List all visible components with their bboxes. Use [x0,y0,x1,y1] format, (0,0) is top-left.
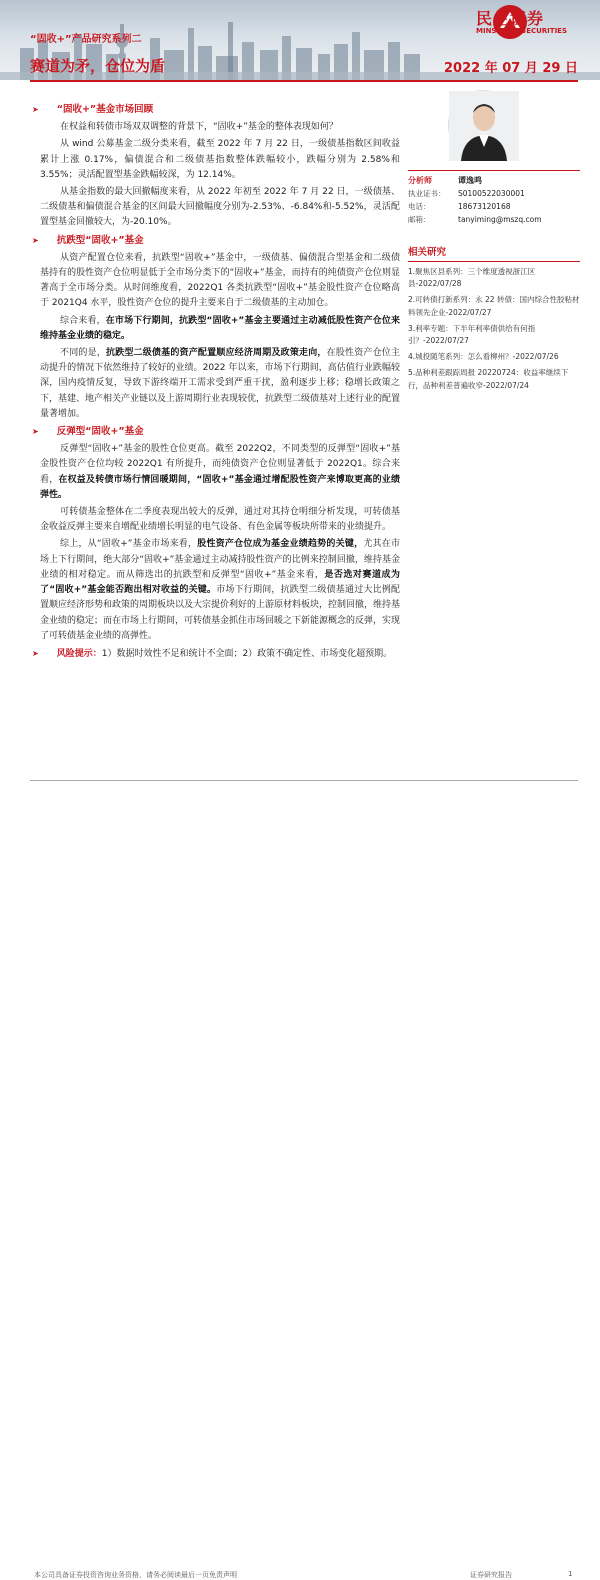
page-number: 1 [568,1570,573,1578]
arrow-icon: ➤ [32,235,39,245]
text-run: 可转债基金整体在二季度表现出较大的反弹，通过对其持仓明细分析发现，可转债基金收益反弹主要来自增配业绩增长明显的电气设备、有色金属等板块所带来的业绩提升。 [40,507,400,533]
bold-text-run: 股性资产仓位成为基金业绩趋势的关键， [197,539,364,550]
analyst-row-label: 电话： [408,202,431,211]
risk-text: 1）数据时效性不足和统计不全面；2）政策不确定性、市场变化超预期。 [101,648,393,659]
text-run: 从资产配置仓位来看，抗跌型“固收+”基金中，一级债基、偏债混合型基金和二级债基持有的股性资产仓位明显低于全市场分类下的“固收+”基金，而持有的纯债资产仓位则显著高于全市场分类。从时间维度看，2022Q1 各类抗跌型“固收+”基金股性资产仓位略高于 2021Q4 水平，股性资产仓位的提升主要来自于二级债基的主动加仓。 [40,252,400,309]
text-run: 从 wind 公募基金二级分类来看，截至 2022 年 7 月 22 日，一级债基指数区间收益累计上涨 0.17%，偏债混合和二级债基指数整体跌幅较小，跌幅分别为 2.58%和 3.55%；灵活配置型基金跌幅较深，为 12.14%。 [40,139,400,180]
sidebar [408,90,580,396]
related-item-link[interactable]: 1.聚焦区县系列：三个维度透视浙江区县-2022/07/28 [408,267,536,289]
text-run: 从基金指数的最大回撤幅度来看，从 2022 年初至 2022 年 7 月 22 日，一级债基、二级债基和偏债混合基金的区间最大回撤幅度分别为-2.53%、-6.84%和-5.52%，灵活配置型基金回撤较大，为-20.10%。 [40,187,400,228]
text-run: 反弹型“固收+”基金的股性仓位更高。截至 2022Q2，不同类型的反弹型“固收+”基金股性资产仓位均较 2022Q1 有所提升，而纯债资产仓位则显著低于 2022Q1。综合来看， [40,444,400,485]
analyst-row [408,213,580,226]
logo-text-en: MINSHENG SECURITIES [476,27,567,35]
text-run: 不同的是， [60,348,106,359]
section-heading-text: 反弹型“固收+”基金 [56,426,144,438]
body-paragraph [40,251,400,312]
body-paragraph [40,120,400,135]
body-paragraph [40,314,400,344]
related-item-link[interactable]: 4.城投随笔系列：怎么看柳州？-2022/07/26 [408,352,559,362]
related-title: 相关研究 [408,244,580,262]
body-paragraph [40,185,400,231]
related-item-link[interactable]: 5.品种利差跟踪周报 20220724：收益率继续下行，品种利差普遍收窄-2022/07/24 [408,368,569,390]
analyst-name: 谭逸鸣 [458,176,482,185]
analyst-row-label: 邮箱： [408,215,431,224]
text-run: 综上，从“固收+”基金市场来看， [60,539,198,550]
section-heading [32,233,400,248]
analyst-info [408,187,580,226]
bold-text-run: 抗跌型二级债基的资产配置顺应经济周期及政策走向， [105,348,327,359]
analyst-photo [448,90,518,160]
text-run: 在股性资产仓位主动提升的情况下依然维持了较好的业绩。2022 年以来，市场下行期间，高估值行业跌幅较深，国内疫情反复，导致下游终端开工需求受到严重干扰，盈利逐步上移；稳增长政策之下，基建、地产相关产业链以及上游周期行业表现较优，抗跌型二级债基对上述行业的配置量著增加。 [40,348,401,419]
related-list [408,266,580,392]
risk-paragraph: ➤ 风险提示：1）数据时效性不足和统计不全面；2）政策不确定性、市场变化超预期。 [32,648,393,659]
body-paragraph [40,537,400,643]
arrow-icon: ➤ [32,427,39,437]
bold-text-run: 在权益及转债市场行情回暖期间，“固收+”基金通过增配股性资产来博取更高的业绩弹性。 [40,474,400,500]
text-run: 在权益和转债市场双双调整的背景下，“固收+”基金的整体表现如何？ [60,122,338,133]
bold-text-run: 是否选对赛道成为了“固收+”基金能否跑出相对收益的关键。 [40,569,400,596]
body-paragraph [40,442,400,503]
footer-report-type: 证券研究报告 [470,1571,512,1579]
related-item-link[interactable]: 2.可转债打新系列：永 22 转债：国内综合性胶粘材料领先企业-2022/07/27 [408,295,580,317]
analyst-role: 分析师 [408,176,432,185]
risk-label: 风险提示： [56,648,102,659]
text-run: 尤其在市场上下行期间，绝大部分“固收+”基金通过主动减持股性资产的比例来控制回撤，维持基金业绩的相对稳定。而从筛选出的抗跌型和反弹型“固收+”基金来看， [40,539,400,580]
analyst-row-value: S0100522030001 [458,189,525,198]
section-heading-text: 抗跌型“固收+”基金 [56,234,144,246]
analyst-row [408,187,580,200]
sections-container [32,102,401,644]
header-divider [30,80,578,82]
text-run: 市场下行期间，抗跌型二级债基通过大比例配置顺应经济形势和政策的周期板块以及大宗提价利好的上游原材料板块，控制回撤，维持基金业绩的稳定；而在市场上行期间，可转债基金抓住市场回暖之下新能源概念的反弹，实现了可转债基金业绩的高弹性。 [40,585,401,641]
logo-text-cn: 民生证券 [476,9,545,28]
analyst-row [408,200,580,213]
analyst-divider [408,170,580,171]
section-heading [32,424,400,439]
analyst-name-row [408,174,580,187]
text-run: 综合来看， [60,315,106,326]
body-paragraph [40,137,400,183]
bold-text-run: 在市场下行期间，抗跌型“固收+”基金主要通过主动减低股性资产仓位来维持基金业绩的稳定。 [40,315,400,341]
body-paragraph [40,346,400,422]
report-date: 2022 年 07 月 29 日 [444,61,578,76]
main-content [32,100,401,664]
footer-divider [30,780,578,781]
analyst-row-value: tanyiming@mszq.com [458,215,542,224]
footer-disclaimer: 本公司具备证券投资咨询业务资格，请务必阅读最后一页免责声明 [34,1571,237,1579]
section-heading-text: “固收+”基金市场回顾 [56,104,154,115]
body-paragraph [40,505,400,535]
analyst-row-value: 18673120168 [458,202,511,211]
analyst-row-label: 执业证书： [408,189,446,198]
related-item-link[interactable]: 3.利率专题：下半年利率债供给有何指引？-2022/07/27 [408,323,536,346]
arrow-icon: ➤ [32,105,39,114]
section-heading [32,102,400,117]
report-series: “固收+”产品研究系列二 [30,34,142,45]
report-title: 赛道为矛，仓位为盾 [30,57,166,75]
